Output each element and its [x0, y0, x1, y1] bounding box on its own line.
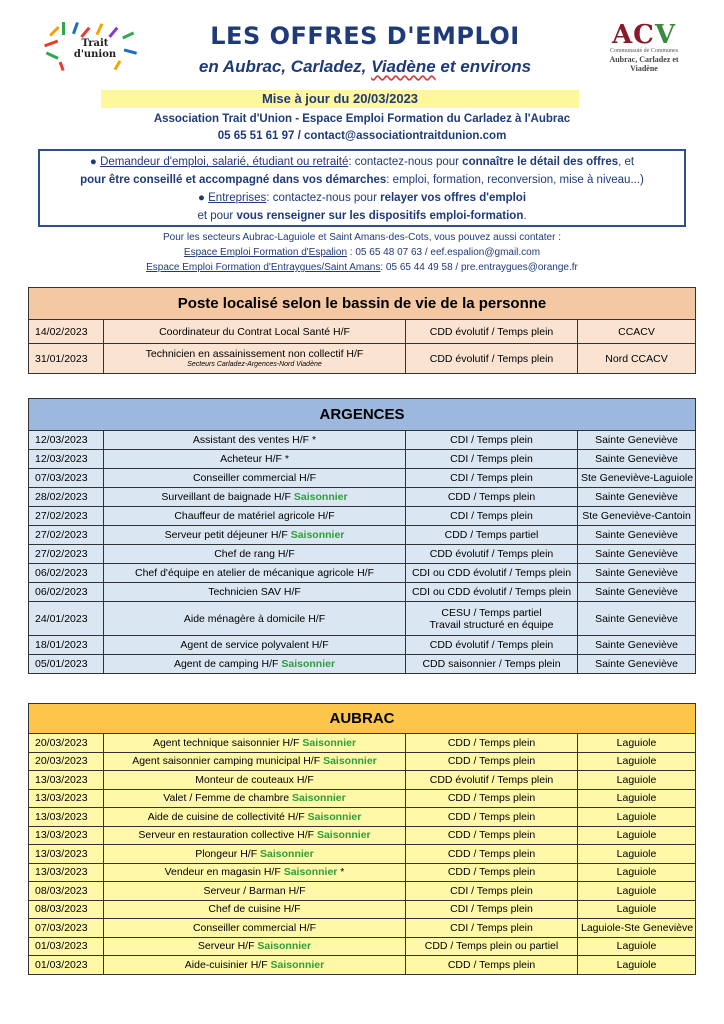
- job-contract: [406, 863, 578, 882]
- job-title: [104, 655, 406, 674]
- section-title: AUBRAC: [29, 704, 696, 734]
- job-title: [104, 564, 406, 583]
- job-title-text: Aide ménagère à domicile H/F: [183, 612, 326, 625]
- job-date: 05/01/2023: [29, 655, 104, 674]
- job-title: [104, 919, 406, 938]
- job-contract-text: CDI ou CDD évolutif / Temps plein: [411, 567, 572, 579]
- job-date: 07/03/2023: [29, 469, 104, 488]
- seasonal-tag: Saisonnier: [293, 491, 348, 503]
- job-title: [104, 734, 406, 753]
- seasonal-tag: Saisonnier: [307, 810, 362, 823]
- job-contract: [406, 919, 578, 938]
- job-title: [104, 808, 406, 827]
- update-banner: Mise à jour du 20/03/2023: [101, 90, 579, 108]
- table-row: [29, 919, 696, 938]
- job-title-text: Coordinateur du Contrat Local Santé H/F: [159, 325, 350, 338]
- page-header: [0, 0, 724, 90]
- table-row: [29, 450, 696, 469]
- section-title: ARGENCES: [29, 399, 696, 431]
- job-title: [104, 771, 406, 790]
- job-location: Laguiole: [578, 789, 696, 808]
- job-title-text: Technicien SAV H/F: [208, 586, 301, 598]
- acv-logo-ac: AC: [611, 20, 655, 50]
- table-row: [29, 545, 696, 564]
- job-location: Sainte Geneviève: [578, 583, 696, 602]
- job-location: Ste Geneviève-Laguiole: [578, 469, 696, 488]
- job-contract-text: CDD évolutif / Temps plein: [429, 773, 554, 786]
- subtitle-suffix: et environs: [435, 57, 532, 76]
- job-date: 24/01/2023: [29, 602, 104, 636]
- job-title: [104, 507, 406, 526]
- job-location: Laguiole-Ste Geneviève: [578, 919, 696, 938]
- job-contract-text: CDD / Temps partiel: [444, 529, 539, 541]
- table-row: [29, 655, 696, 674]
- job-title-text: Chauffeur de matériel agricole H/F: [174, 510, 335, 522]
- job-title-text: Monteur de couteaux H/F: [195, 773, 314, 786]
- job-contract-text: CDI / Temps plein: [450, 453, 533, 465]
- job-date: 07/03/2023: [29, 919, 104, 938]
- job-date: 06/02/2023: [29, 564, 104, 583]
- job-contract-text: CDD saisonnier / Temps plein: [422, 658, 561, 670]
- seasonal-tag: Saisonnier: [270, 958, 325, 971]
- job-date: 08/03/2023: [29, 900, 104, 919]
- job-location: Sainte Geneviève: [578, 431, 696, 450]
- job-title-text: Chef d'équipe en atelier de mécanique agricole H/F: [135, 567, 374, 579]
- job-date: 18/01/2023: [29, 636, 104, 655]
- job-contract: [406, 431, 578, 450]
- job-location: Sainte Geneviève: [578, 636, 696, 655]
- job-contract: [406, 320, 578, 344]
- table-row: [29, 344, 696, 374]
- info-text: : contactez-nous pour: [266, 192, 381, 204]
- job-contract: [406, 545, 578, 564]
- job-date: 08/03/2023: [29, 882, 104, 901]
- seasonal-tag: Saisonnier: [316, 829, 371, 842]
- job-location: Laguiole: [578, 937, 696, 956]
- info-line-2: [40, 171, 684, 189]
- association-info: [0, 111, 724, 145]
- job-location: Laguiole: [578, 845, 696, 864]
- job-title: [104, 526, 406, 545]
- table-row: [29, 826, 696, 845]
- job-location: Sainte Geneviève: [578, 602, 696, 636]
- contact-espalion: [0, 245, 724, 260]
- info-bold: relayer vos offres d'emploi: [380, 192, 527, 204]
- table-row: [29, 431, 696, 450]
- table-row: [29, 789, 696, 808]
- job-contract-text: CDI / Temps plein: [450, 510, 533, 522]
- seasonal-tag: Saisonnier: [323, 755, 377, 768]
- job-title: [104, 937, 406, 956]
- job-title-text: Agent de service polyvalent H/F: [180, 639, 329, 651]
- contacts-intro: Pour les secteurs Aubrac-Laguiole et Saint Amans-des-Cots, vous pouvez aussi contater :: [163, 232, 561, 243]
- job-contract-text: CDI / Temps plein: [450, 472, 533, 484]
- job-location: Laguiole: [578, 808, 696, 827]
- job-title: [104, 545, 406, 564]
- info-line-1: [40, 153, 684, 171]
- job-location: Laguiole: [578, 956, 696, 975]
- trait-union-logo: [36, 20, 148, 72]
- seasonal-tag: Saisonnier: [283, 866, 338, 879]
- table-row: [29, 488, 696, 507]
- job-title: [104, 602, 406, 636]
- job-contract: [406, 882, 578, 901]
- job-title-text: Conseiller commercial H/F: [192, 921, 317, 934]
- info-box: [38, 149, 686, 227]
- seasonal-tag: Saisonnier: [302, 736, 357, 749]
- job-location: Laguiole: [578, 882, 696, 901]
- job-contract: [406, 826, 578, 845]
- job-title-text: Agent saisonnier camping municipal H/F: [132, 755, 321, 768]
- job-date: 13/03/2023: [29, 808, 104, 827]
- info-bold: pour être conseillé et accompagné dans vos démarches: [80, 174, 387, 186]
- job-contract-text: CDI / Temps plein: [450, 884, 533, 897]
- job-date: 13/03/2023: [29, 771, 104, 790]
- job-title: [104, 900, 406, 919]
- seasonal-tag: Saisonnier: [281, 658, 336, 670]
- job-title: [104, 845, 406, 864]
- job-contract: [406, 507, 578, 526]
- info-bold: connaître le détail des offres: [462, 156, 619, 168]
- job-contract-text: CDD évolutif / Temps plein: [429, 352, 554, 365]
- job-title-text: Serveur H/F: [197, 940, 255, 953]
- job-contract-text: CDI / Temps plein: [450, 921, 533, 934]
- job-location: Laguiole: [578, 900, 696, 919]
- table-row: [29, 882, 696, 901]
- job-contract: [406, 752, 578, 771]
- job-contract-text: CDI / Temps plein: [450, 434, 533, 446]
- table-row: [29, 564, 696, 583]
- job-title-text: Serveur en restauration collective H/F: [138, 829, 315, 842]
- job-date: 13/03/2023: [29, 863, 104, 882]
- job-contract: [406, 564, 578, 583]
- job-location: CCACV: [578, 320, 696, 344]
- job-date: 27/02/2023: [29, 545, 104, 564]
- job-date: 13/03/2023: [29, 845, 104, 864]
- job-location: Laguiole: [578, 863, 696, 882]
- job-contract: [406, 845, 578, 864]
- trait-union-logo-text: Trait d'union: [73, 38, 117, 60]
- job-contract-text: CDI ou CDD évolutif / Temps plein: [411, 586, 572, 598]
- table-row: [29, 469, 696, 488]
- table-row: [29, 320, 696, 344]
- job-title: [104, 882, 406, 901]
- job-contract-text: CDD évolutif / Temps plein: [429, 325, 554, 338]
- job-title-text: Serveur / Barman H/F: [203, 884, 306, 897]
- job-title-text: Plongeur H/F: [195, 847, 258, 860]
- job-contract: [406, 937, 578, 956]
- job-contract-text: CDD / Temps plein: [447, 958, 536, 971]
- job-date: 27/02/2023: [29, 526, 104, 545]
- job-title: [104, 789, 406, 808]
- job-title-text: Aide de cuisine de collectivité H/F: [147, 810, 305, 823]
- job-contract-text: CDD / Temps plein: [447, 810, 536, 823]
- job-contract: [406, 602, 578, 636]
- seasonal-tag: Saisonnier: [260, 847, 314, 860]
- association-name: Association Trait d'Union - Espace Emploi Formation du Carladez à l'Aubrac: [153, 113, 571, 125]
- job-contract-text: CDD / Temps plein: [447, 491, 536, 503]
- acv-logo: [604, 22, 684, 74]
- job-title: [104, 469, 406, 488]
- contact-espalion-details: : 05 65 48 07 63 / eef.espalion@gmail.com: [347, 247, 541, 258]
- job-date: 31/01/2023: [29, 344, 104, 374]
- table-row: [29, 583, 696, 602]
- table-row: [29, 636, 696, 655]
- job-contract-text: CDD / Temps plein: [447, 847, 536, 860]
- job-contract-text: CDD / Temps plein ou partiel: [424, 940, 559, 953]
- link-espalion[interactable]: Espace Emploi Formation d'Espalion: [183, 247, 348, 258]
- job-date: 01/03/2023: [29, 937, 104, 956]
- table-row: [29, 937, 696, 956]
- page-title: LES OFFRES D'EMPLOI: [210, 22, 520, 50]
- section-title: Poste localisé selon le bassin de vie de la personne: [29, 288, 696, 320]
- job-date: 12/03/2023: [29, 450, 104, 469]
- job-contract-text-2: Travail structuré en équipe: [429, 618, 554, 631]
- job-date: 12/03/2023: [29, 431, 104, 450]
- job-note: Secteurs Carladez-Argences-Nord Viadène: [187, 361, 322, 368]
- job-date: 20/03/2023: [29, 734, 104, 753]
- seasonal-tag: Saisonnier: [257, 940, 312, 953]
- section-header: [29, 399, 696, 431]
- contact-entraygues-details: : 05 65 44 49 58 / pre.entraygues@orange.fr: [380, 262, 578, 273]
- table-argences: [28, 398, 696, 674]
- job-contract-text: CESU / Temps partiel: [441, 606, 542, 619]
- job-title-text: Conseiller commercial H/F: [192, 472, 317, 484]
- job-location: Sainte Geneviève: [578, 564, 696, 583]
- job-title-text: Vendeur en magasin H/F: [164, 866, 281, 879]
- acv-logo-small: Communauté de Communes: [609, 48, 679, 54]
- info-line-3: [40, 189, 684, 207]
- job-contract: [406, 636, 578, 655]
- contact-entraygues: [0, 260, 724, 275]
- table-row: [29, 507, 696, 526]
- info-text: : emploi, formation, reconversion, mise à niveau...): [386, 174, 644, 186]
- job-contract: [406, 900, 578, 919]
- subtitle-prefix: en Aubrac, Carladez,: [198, 57, 372, 76]
- job-location: Nord CCACV: [578, 344, 696, 374]
- job-location: Laguiole: [578, 752, 696, 771]
- job-date: 06/02/2023: [29, 583, 104, 602]
- section-header: [29, 704, 696, 734]
- job-title: [104, 826, 406, 845]
- table-row: [29, 771, 696, 790]
- job-title-text: Agent technique saisonnier H/F: [152, 736, 300, 749]
- job-date: 14/02/2023: [29, 320, 104, 344]
- job-location: Sainte Geneviève: [578, 488, 696, 507]
- job-title-text: Valet / Femme de chambre: [163, 792, 290, 805]
- job-date: 13/03/2023: [29, 826, 104, 845]
- job-contract: [406, 583, 578, 602]
- job-title: [104, 752, 406, 771]
- info-text: , et: [618, 156, 635, 168]
- other-contacts: [0, 230, 724, 275]
- job-contract-text: CDD / Temps plein: [447, 755, 536, 768]
- job-title: [104, 344, 406, 374]
- job-title-text: Serveur petit déjeuner H/F: [164, 529, 288, 541]
- job-title: [104, 431, 406, 450]
- job-date: 13/03/2023: [29, 789, 104, 808]
- job-contract: [406, 956, 578, 975]
- info-text: et pour: [197, 210, 237, 222]
- job-title-text: Chef de rang H/F: [214, 548, 295, 560]
- table-row: [29, 900, 696, 919]
- table-bassin-de-vie: [28, 287, 696, 374]
- job-contract: [406, 771, 578, 790]
- bullet-icon: ●: [197, 192, 205, 204]
- link-demandeur[interactable]: Demandeur d'emploi, salarié, étudiant ou retraité: [100, 156, 349, 168]
- info-text: : contactez-nous pour: [348, 156, 463, 168]
- job-contract-text: CDD évolutif / Temps plein: [429, 639, 554, 651]
- job-location: Laguiole: [578, 826, 696, 845]
- job-contract: [406, 526, 578, 545]
- job-contract-text: CDI / Temps plein: [450, 903, 533, 916]
- info-bold: vous renseigner sur les dispositifs emploi-formation: [236, 210, 524, 222]
- job-contract: [406, 450, 578, 469]
- job-contract: [406, 488, 578, 507]
- job-contract-text: CDD / Temps plein: [447, 866, 536, 879]
- job-title-text: Acheteur H/F *: [220, 453, 289, 465]
- acv-logo-sub: Aubrac, Carladez et Viadène: [609, 55, 679, 73]
- job-location: Sainte Geneviève: [578, 655, 696, 674]
- seasonal-tag: Saisonnier: [290, 529, 345, 541]
- job-location: Laguiole: [578, 734, 696, 753]
- job-location: Laguiole: [578, 771, 696, 790]
- job-contract: [406, 469, 578, 488]
- section-header: [29, 288, 696, 320]
- bullet-icon: ●: [89, 156, 97, 168]
- table-row: [29, 845, 696, 864]
- job-title: [104, 583, 406, 602]
- job-title: [104, 636, 406, 655]
- job-date: 27/02/2023: [29, 507, 104, 526]
- job-date: 20/03/2023: [29, 752, 104, 771]
- job-title: [104, 320, 406, 344]
- job-location: Sainte Geneviève: [578, 545, 696, 564]
- table-row: [29, 734, 696, 753]
- table-row: [29, 863, 696, 882]
- job-contract: [406, 789, 578, 808]
- subtitle-viadene: Viadène: [371, 57, 436, 76]
- job-title: [104, 450, 406, 469]
- job-contract-text: CDD évolutif / Temps plein: [429, 548, 554, 560]
- info-line-4: [40, 207, 684, 225]
- job-title-text: Assistant des ventes H/F *: [192, 434, 317, 446]
- job-title-text: Aide-cuisinier H/F: [184, 958, 268, 971]
- seasonal-tag: Saisonnier: [292, 792, 346, 805]
- job-location: Ste Geneviève-Cantoin: [578, 507, 696, 526]
- job-title-text: Technicien en assainissement non collectif H/F: [145, 348, 364, 360]
- table-row: [29, 956, 696, 975]
- association-contact[interactable]: 05 65 51 61 97 / contact@associationtraitdunion.com: [217, 130, 507, 142]
- job-contract-text: CDD / Temps plein: [447, 829, 536, 842]
- job-title-text: Surveillant de baignade H/F: [161, 491, 291, 503]
- job-title: [104, 956, 406, 975]
- job-contract-text: CDD / Temps plein: [447, 792, 536, 805]
- job-location: Sainte Geneviève: [578, 450, 696, 469]
- job-title-text: Agent de camping H/F: [173, 658, 279, 670]
- job-suffix: *: [337, 866, 345, 879]
- page-subtitle: [150, 57, 580, 77]
- job-date: 28/02/2023: [29, 488, 104, 507]
- job-contract-text: CDD / Temps plein: [447, 736, 536, 749]
- job-title-text: Chef de cuisine H/F: [208, 903, 301, 916]
- table-row: [29, 808, 696, 827]
- job-contract: [406, 655, 578, 674]
- link-entraygues[interactable]: Espace Emploi Formation d'Entraygues/Saint Amans: [146, 262, 381, 273]
- table-row: [29, 602, 696, 636]
- job-date: 01/03/2023: [29, 956, 104, 975]
- job-contract: [406, 808, 578, 827]
- link-entreprises[interactable]: Entreprises: [208, 192, 267, 204]
- job-title: [104, 488, 406, 507]
- job-title: [104, 863, 406, 882]
- table-aubrac: [28, 703, 696, 975]
- acv-logo-v: V: [654, 20, 677, 50]
- job-contract: [406, 734, 578, 753]
- table-row: [29, 752, 696, 771]
- job-location: Sainte Geneviève: [578, 526, 696, 545]
- job-contract: [406, 344, 578, 374]
- info-text: .: [523, 210, 527, 222]
- table-row: [29, 526, 696, 545]
